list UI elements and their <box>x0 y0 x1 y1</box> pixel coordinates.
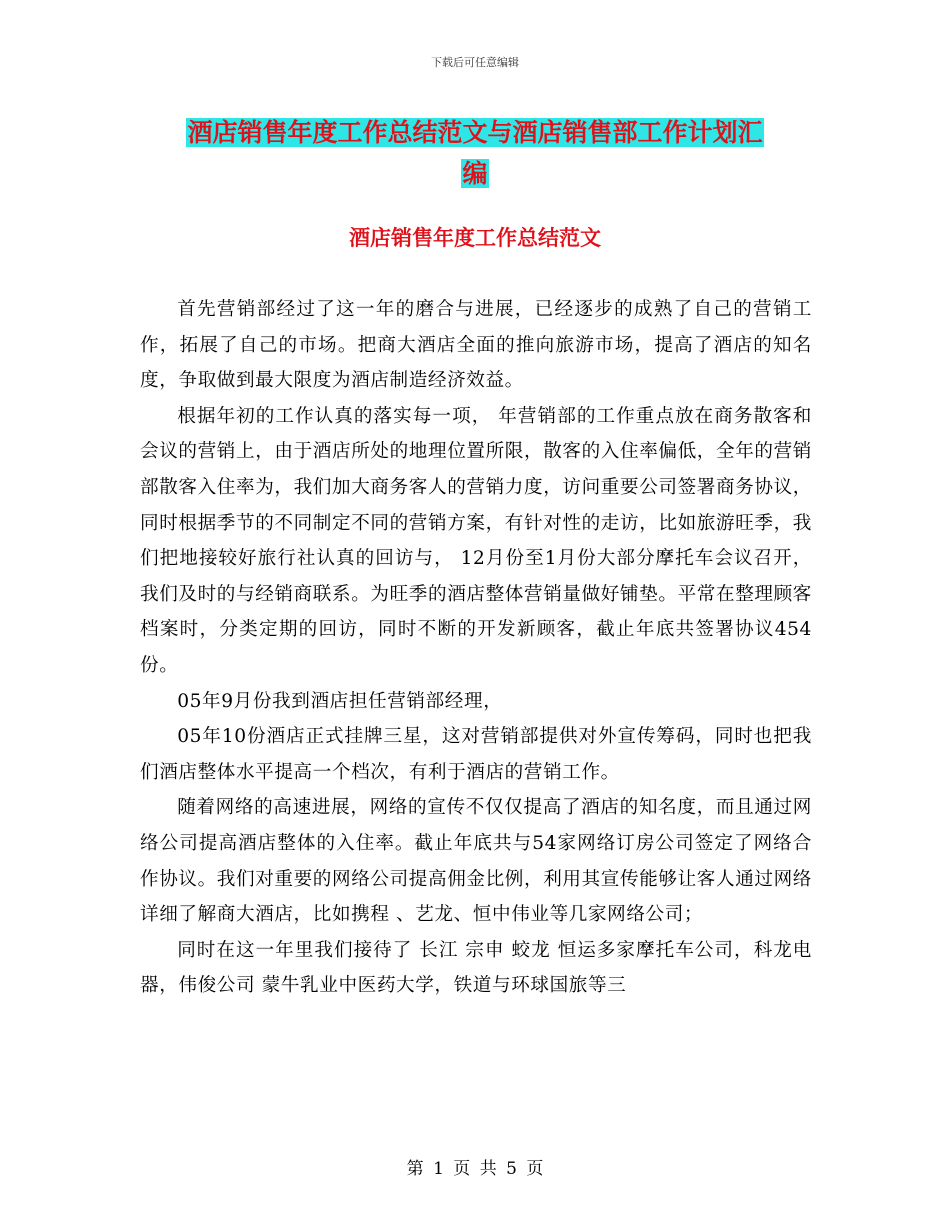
document-title <box>140 112 810 194</box>
document-title-line2: 编 <box>462 159 488 188</box>
paragraph-6: 同时在这一年里我们接待了 长江 宗申 蛟龙 恒运多家摩托车公司，科龙电器，伟俊公司 蒙牛乳业中医药大学，铁道与环球国旅等三 <box>140 939 812 997</box>
page-number-footer: 第 1 页 共 5 页 <box>406 1159 544 1179</box>
page-header-note: 下载后可任意编辑 <box>431 56 519 69</box>
section-subtitle: 酒店销售年度工作总结范文 <box>349 225 601 250</box>
paragraph-2: 根据年初的工作认真的落实每一项， 年营销部的工作重点放在商务散客和会议的营销上，由于酒店所处的地理位置所限，散客的入住率偏低，全年的营销部散客入住率为，我们加大商务客人的营销力度，访问重要公司签署商务协议，同时根据季节的不同制定不同的营销方案，有针对性的走访，比如旅游旺季，我们把地接较好旅行社认真的回访与， 12月份至1月份大部分摩托车会议召开，我们及时的与经销商联系。为旺季的酒店整体营销量做好铺垫。平常在整理顾客档案时，分类定期的回访，同时不断的开发新顾客，截止年底共签署协议454份。 <box>140 405 812 676</box>
document-body <box>140 292 812 1004</box>
paragraph-5: 随着网络的高速进展，网络的宣传不仅仅提高了酒店的知名度，而且通过网络公司提高酒店整体的入住率。截止年底共与54家网络订房公司签定了网络合作协议。我们对重要的网络公司提高佣金比例，利用其宣传能够让客人通过网络详细了解商大酒店，比如携程 、艺龙、恒中伟业等几家网络公司； <box>140 797 812 926</box>
document-title-line1: 酒店销售年度工作总结范文与酒店销售部工作计划汇 <box>187 118 763 147</box>
paragraph-1: 首先营销部经过了这一年的磨合与进展，已经逐步的成熟了自己的营销工作，拓展了自己的市场。把商大酒店全面的推向旅游市场，提高了酒店的知名度，争取做到最大限度为酒店制造经济效益。 <box>140 299 812 392</box>
paragraph-4: 05年10份酒店正式挂牌三星，这对营销部提供对外宣传筹码，同时也把我们酒店整体水平提高一个档次，有利于酒店的营销工作。 <box>140 726 812 783</box>
paragraph-3: 05年9月份我到酒店担任营销部经理， <box>177 690 503 712</box>
